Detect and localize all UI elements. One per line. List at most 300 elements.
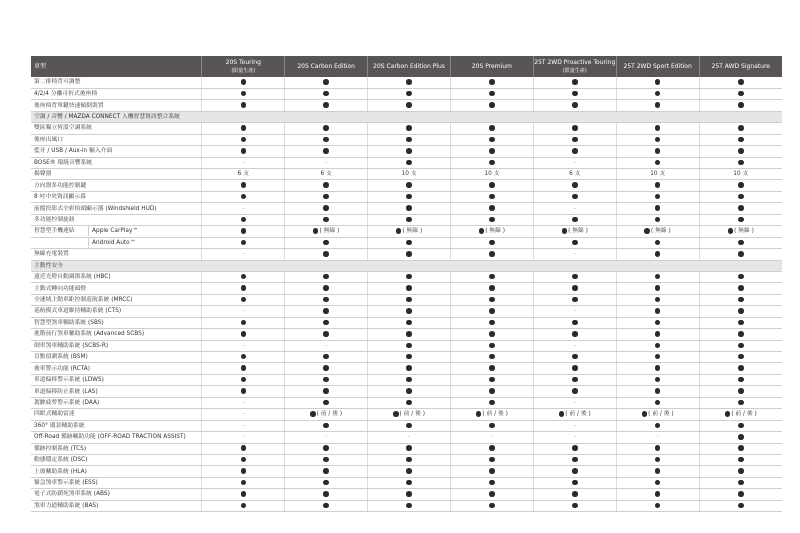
standard-dot-icon [241,148,247,154]
spec-value [202,191,285,202]
spec-value [616,409,699,420]
spec-value [616,134,699,145]
section-label: 主動性安全 [31,260,782,271]
standard-dot-icon [323,274,329,280]
standard-dot-icon [406,491,412,497]
spec-value [202,146,285,157]
standard-dot-icon [738,240,744,246]
spec-value [533,203,616,214]
standard-dot-icon [323,491,329,497]
standard-dot-icon [241,457,247,463]
standard-dot-icon [323,240,329,246]
spec-value [616,77,699,88]
spec-value [616,466,699,477]
standard-dot-icon [241,194,247,200]
standard-dot-icon [406,205,412,211]
spec-value [450,294,533,305]
feature-label: 巡航模式車道維持輔助系統 (CTS) [31,306,202,317]
standard-dot-icon [738,377,744,383]
spec-value [450,374,533,385]
standard-dot-icon [489,274,495,280]
spec-value [699,329,782,340]
standard-dot-icon [241,79,247,85]
spec-table [31,56,782,512]
standard-dot-icon [323,468,329,474]
standard-dot-icon [572,365,578,371]
spec-value [533,226,616,237]
spec-row [31,340,782,351]
spec-value [699,226,782,237]
spec-value [368,271,451,282]
spec-value [202,237,285,248]
spec-value [533,214,616,225]
standard-dot-icon [241,480,247,486]
standard-dot-icon [406,365,412,371]
value-note: ( 前 / 後 ) [648,411,674,418]
standard-dot-icon [728,228,734,234]
standard-dot-icon [241,365,247,371]
feature-label: BOSE® 環繞音響系統 [31,157,202,168]
feature-label: 後座出風口 [31,134,202,145]
standard-dot-icon [655,480,661,486]
standard-dot-icon [738,125,744,131]
not-available-dash: - [242,411,245,418]
standard-dot-icon [655,102,661,108]
trim-header [699,56,782,77]
spec-value [368,352,451,363]
standard-dot-icon [655,205,661,211]
spec-row [31,237,782,248]
standard-dot-icon [406,148,412,154]
feature-label: 緊急煞車警示系統 (ESS) [31,477,202,488]
trim-name: 20S Carbon Edition Plus [373,62,445,70]
standard-dot-icon [489,217,495,223]
spec-value [450,420,533,431]
standard-dot-icon [644,228,650,234]
spec-row [31,386,782,397]
spec-row [31,477,782,488]
spec-value [285,489,368,500]
standard-dot-icon [559,411,565,417]
spec-value [533,123,616,134]
trim-header [616,56,699,77]
spec-value [533,489,616,500]
not-available-dash: - [573,342,576,349]
standard-dot-icon [323,423,329,429]
spec-value [616,443,699,454]
value-text: 10 支 [650,171,666,178]
spec-row [31,100,782,111]
spec-value [285,169,368,180]
standard-dot-icon [489,480,495,486]
standard-dot-icon [738,91,744,97]
trim-header [533,56,616,77]
standard-dot-icon [323,205,329,211]
spec-value [533,397,616,408]
standard-dot-icon [489,194,495,200]
standard-dot-icon [738,285,744,291]
standard-dot-icon [241,331,247,337]
spec-value [533,283,616,294]
spec-value [616,454,699,465]
spec-value [202,169,285,180]
not-available-dash: - [242,205,245,212]
not-available-dash: - [242,159,245,166]
standard-dot-icon [489,354,495,360]
standard-dot-icon [323,400,329,406]
not-available-dash: - [573,251,576,258]
spec-value [699,352,782,363]
not-available-dash: - [573,399,576,406]
spec-value [285,306,368,317]
spec-value [616,352,699,363]
spec-value [699,500,782,511]
spec-value [285,397,368,408]
standard-dot-icon [489,251,495,257]
standard-dot-icon [738,194,744,200]
spec-value [368,454,451,465]
spec-value [533,374,616,385]
spec-value [285,77,368,88]
feature-label: 無線充電裝置 [31,249,202,260]
standard-dot-icon [655,240,661,246]
standard-dot-icon [572,137,578,143]
spec-value [533,237,616,248]
spec-value [450,489,533,500]
not-available-dash: - [490,434,493,441]
standard-dot-icon [406,308,412,314]
standard-dot-icon [323,480,329,486]
standard-dot-icon [642,411,648,417]
not-available-dash: - [242,308,245,315]
spec-value [368,249,451,260]
spec-sheet [31,56,782,512]
feature-label: 智慧型煞車輔助系統 (SBS) [31,317,202,328]
trim-name: 25T AWD Signature [711,62,770,70]
spec-value [699,374,782,385]
spec-value [616,180,699,191]
spec-value [450,283,533,294]
standard-dot-icon [572,274,578,280]
standard-dot-icon [489,240,495,246]
spec-value [202,123,285,134]
spec-row [31,283,782,294]
spec-value [616,169,699,180]
standard-dot-icon [572,503,578,509]
spec-value [450,454,533,465]
spec-row [31,226,782,237]
spec-value [616,294,699,305]
standard-dot-icon [725,411,731,417]
standard-dot-icon [572,102,578,108]
standard-dot-icon [572,388,578,394]
spec-value [202,294,285,305]
spec-value [616,477,699,488]
standard-dot-icon [489,308,495,314]
standard-dot-icon [323,354,329,360]
spec-value [368,77,451,88]
standard-dot-icon [655,251,661,257]
spec-value [616,363,699,374]
spec-value [368,386,451,397]
standard-dot-icon [489,503,495,509]
header-row [31,56,782,77]
value-note: ( 前 / 後 ) [565,411,591,418]
standard-dot-icon [406,217,412,223]
standard-dot-icon [572,125,578,131]
spec-value [450,134,533,145]
spec-row [31,363,782,374]
spec-value [285,294,368,305]
standard-dot-icon [489,423,495,429]
spec-value [616,420,699,431]
feature-label: 循跡控制系統 (TCS) [31,443,202,454]
not-available-dash: - [242,422,245,429]
spec-value [533,77,616,88]
spec-value [285,123,368,134]
feature-label: 上坡輔助系統 (HLA) [31,466,202,477]
standard-dot-icon [406,331,412,337]
spec-value [202,363,285,374]
spec-value [616,432,699,443]
spec-value [699,88,782,99]
spec-value [699,169,782,180]
standard-dot-icon [323,217,329,223]
standard-dot-icon [655,217,661,223]
spec-value [368,226,451,237]
spec-value [368,283,451,294]
spec-value [285,386,368,397]
spec-row [31,409,782,420]
spec-value [285,180,368,191]
standard-dot-icon [489,457,495,463]
not-available-dash: - [242,399,245,406]
standard-dot-icon [479,228,485,234]
spec-value [202,374,285,385]
spec-value [202,214,285,225]
spec-value [699,249,782,260]
standard-dot-icon [323,285,329,291]
spec-value [533,500,616,511]
value-text: 10 支 [733,171,749,178]
not-available-dash: - [656,434,659,441]
spec-value [699,134,782,145]
standard-dot-icon [572,491,578,497]
spec-value [450,180,533,191]
standard-dot-icon [406,468,412,474]
spec-value [450,432,533,443]
spec-value [699,317,782,328]
spec-value [368,340,451,351]
spec-value [285,157,368,168]
standard-dot-icon [241,125,247,131]
standard-dot-icon [241,285,247,291]
standard-dot-icon [655,503,661,509]
spec-value [616,146,699,157]
feature-label: 盲點偵測系統 (BSM) [31,352,202,363]
standard-dot-icon [738,308,744,314]
standard-dot-icon [323,503,329,509]
spec-row [31,88,782,99]
spec-value [699,191,782,202]
spec-value [533,466,616,477]
standard-dot-icon [655,194,661,200]
spec-value [202,88,285,99]
spec-value [202,226,285,237]
spec-value [533,386,616,397]
spec-value [450,500,533,511]
spec-value [202,77,285,88]
spec-value [699,306,782,317]
spec-value [202,329,285,340]
standard-dot-icon [489,137,495,143]
standard-dot-icon [406,423,412,429]
standard-dot-icon [489,79,495,85]
spec-value [450,340,533,351]
spec-value [616,123,699,134]
standard-dot-icon [572,148,578,154]
standard-dot-icon [406,354,412,360]
standard-dot-icon [323,377,329,383]
standard-dot-icon [489,388,495,394]
standard-dot-icon [323,308,329,314]
standard-dot-icon [406,480,412,486]
standard-dot-icon [406,274,412,280]
standard-dot-icon [241,240,247,246]
standard-dot-icon [323,137,329,143]
spec-value [533,443,616,454]
spec-value [616,386,699,397]
trim-note: (限量生產) [562,67,587,74]
standard-dot-icon [323,148,329,154]
spec-value [699,454,782,465]
standard-dot-icon [738,160,744,166]
standard-dot-icon [489,148,495,154]
standard-dot-icon [572,377,578,383]
standard-dot-icon [572,240,578,246]
spec-value [616,191,699,202]
not-available-dash: - [242,434,245,441]
spec-value [285,134,368,145]
spec-value [533,306,616,317]
standard-dot-icon [323,79,329,85]
not-available-dash: - [407,434,411,441]
spec-value [285,100,368,111]
spec-value [699,363,782,374]
standard-dot-icon [655,400,661,406]
standard-dot-icon [738,468,744,474]
standard-dot-icon [655,343,661,349]
spec-value [699,294,782,305]
standard-dot-icon [738,423,744,429]
spec-value [202,386,285,397]
standard-dot-icon [489,102,495,108]
feature-sublabel: Android Auto™ [88,238,136,248]
standard-dot-icon [241,297,247,303]
spec-row [31,420,782,431]
standard-dot-icon [489,468,495,474]
feature-label: 駕駛疲勞警示系統 (DAA) [31,397,202,408]
standard-dot-icon [489,445,495,451]
standard-dot-icon [406,388,412,394]
spec-value [202,454,285,465]
feature-label: 8 吋中央資訊顯示幕 [31,191,202,202]
standard-dot-icon [738,445,744,451]
spec-value [285,340,368,351]
standard-dot-icon [655,331,661,337]
standard-dot-icon [738,434,744,440]
trim-header [202,56,285,77]
spec-value [202,203,285,214]
trim-header [285,56,368,77]
spec-value [699,203,782,214]
spec-value [450,317,533,328]
value-text: 10 支 [484,171,500,178]
spec-value [285,352,368,363]
spec-row [31,374,782,385]
spec-value [699,466,782,477]
spec-value [699,237,782,248]
spec-value [202,420,285,431]
spec-value [533,363,616,374]
standard-dot-icon [655,297,661,303]
value-text: 6 支 [237,171,249,178]
not-available-dash: - [325,434,328,441]
feature-label: 後座椅背單鍵快速傾倒裝置 [31,100,202,111]
standard-dot-icon [572,468,578,474]
feature-label-cell [31,226,202,237]
value-note: ( 前 / 後 ) [482,411,508,418]
standard-dot-icon [655,354,661,360]
standard-dot-icon [406,320,412,326]
feature-label: 第二排椅背可調整 [31,77,202,88]
standard-dot-icon [241,320,247,326]
spec-value [202,432,285,443]
spec-value [616,100,699,111]
spec-value [368,397,451,408]
spec-row [31,134,782,145]
spec-value [368,500,451,511]
spec-value [285,374,368,385]
spec-row [31,180,782,191]
standard-dot-icon [655,365,661,371]
value-note: ( 無線 ) [734,228,754,235]
spec-value [699,77,782,88]
standard-dot-icon [489,91,495,97]
spec-value [699,386,782,397]
standard-dot-icon [489,377,495,383]
spec-row [31,191,782,202]
standard-dot-icon [406,297,412,303]
standard-dot-icon [489,182,495,188]
standard-dot-icon [572,297,578,303]
spec-value [616,489,699,500]
feature-label: 車道偏移警示系統 (LDWS) [31,374,202,385]
standard-dot-icon [738,388,744,394]
spec-row [31,454,782,465]
standard-dot-icon [241,217,247,223]
standard-dot-icon [655,182,661,188]
spec-value [450,249,533,260]
value-note: ( 無線 ) [485,228,506,235]
spec-value [202,397,285,408]
standard-dot-icon [406,251,412,257]
value-note: ( 無線 ) [319,228,340,235]
spec-value [368,237,451,248]
spec-value [616,157,699,168]
value-note: ( 無線 ) [650,228,671,235]
spec-value [368,169,451,180]
